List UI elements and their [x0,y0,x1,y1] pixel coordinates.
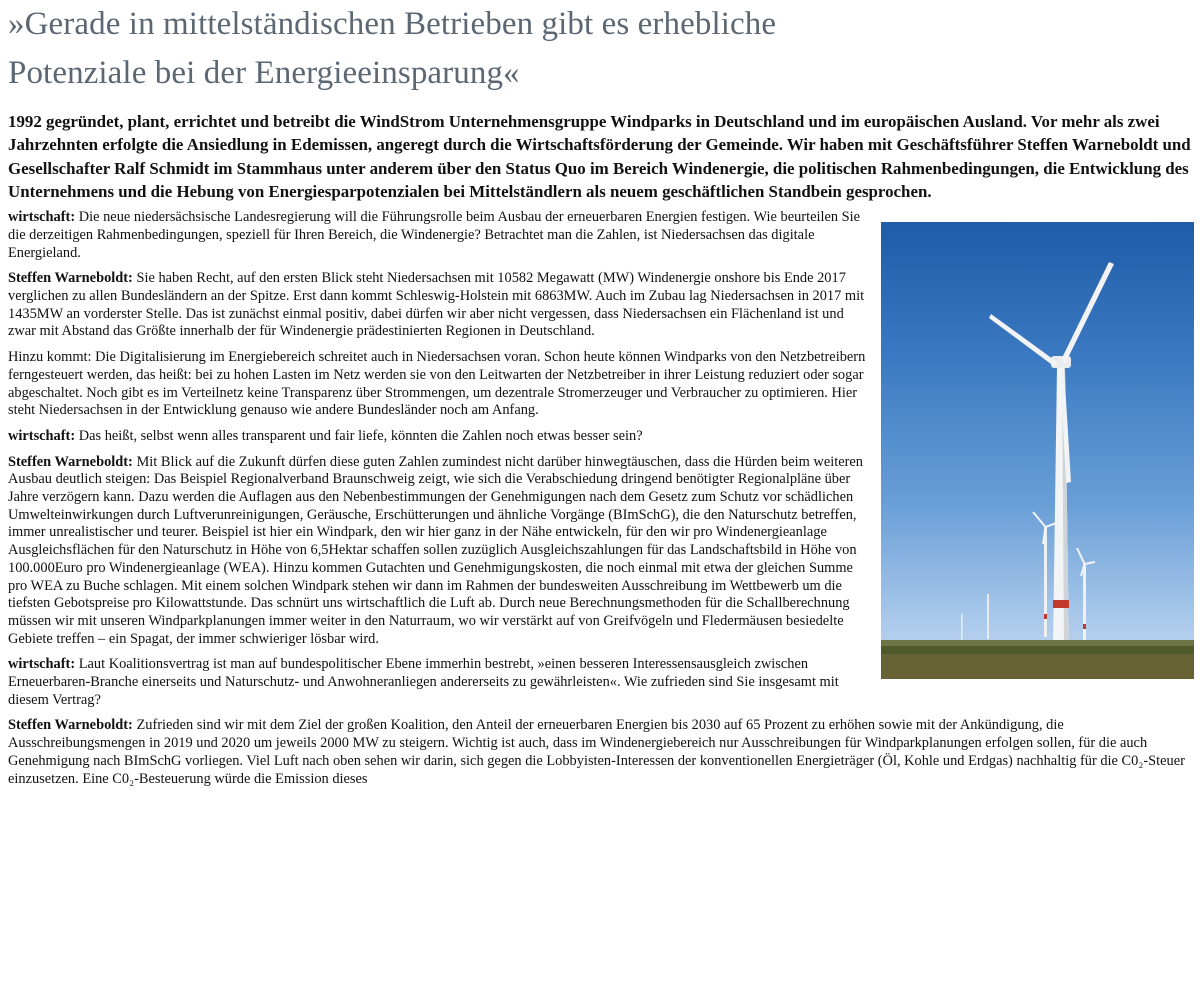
speaker-label: wirtschaft: [8,209,76,226]
paragraph-text: Mit Blick auf die Zukunft dürfen diese guten Zahlen zumindest nicht darüber hinwegtäuschen, dass die Hürden beim weiteren Ausbau deutlich steigen: Das Beispiel Regionalverband Braunschweig zeigt, wie sich die Verabschiedung dringend benötigter Regionalpläne über Jahre verzögern kann. Dazu werden die Auflagen aus den Nebenbestimmungen der Genehmigungen nach dem Gesetz zum Schutz vor schädlichen Umwelteinwirkungen durch Luftverunreinigungen, Geräusche, Erschütterungen und ähnliche Vorgänge (BImSchG), die den Naturschutz betreffen, immer unrealistischer und teurer. Beispiel ist hier ein Windpark, den wir hier ganz in der Nähe entwickeln, für den wir pro Windenergieanlage Ausgleichsflächen für den Naturschutz in Höhe von 6,5Hektar schaffen sollen zuzüglich Ausgleichszahlungen für das Landschaftsbild in Höhe von 100.000Euro pro Windenergieanlage (WEA). Hinzu kommen Gutachten und Genehmigungskosten, die noch einmal mit etwa der gleichen Summe pro WEA zu Buche schlagen. Mit einem solchen Windpark stehen wir dann im Rahmen der bundesweiten Ausschreibung im Wettbewerb um die tiefsten Gebotspreise pro Kilowattstunde. Das schnürt uns wirtschaftlich die Luft ab. Durch neue Berechnungsmethoden für die Schallberechnung müssen wir mit unseren Windparkplanungen immer weiter in den Naturraum, wo wir verstärkt auf von Greifvögeln und Fledermäusen besiedelte Gebiete treffen – ein Spagat, der immer schwieriger lösbar wird. [8,453,863,647]
article-title-line-2: Potenziale bei der Energieeinsparung« [8,55,520,91]
speaker-label: Steffen Warneboldt: [8,453,133,470]
speaker-label: Steffen Warneboldt: [8,717,133,734]
speaker-label: wirtschaft: [8,427,76,444]
article-lead: 1992 gegründet, plant, errichtet und betreibt die WindStrom Unternehmensgruppe Windparks in Deutschland und im europäischen Ausland. Vor mehr als zwei Jahrzehnten erfolgte die Ansiedlung in Edemissen, angeregt durch die Wirtschaftsförderung der Gemeinde. Wir haben mit Geschäftsführer Steffen Warneboldt und Gesellschafter Ralf Schmidt im Stammhaus unter anderem über den Status Quo im Bereich Windenergie, die politischen Rahmenbedingungen, die Entwicklung des Unternehmens und die Hebung von Energiesparpotenzialen bei Mittelständlern als neuem geschäftlichen Standbein gesprochen. [8,112,1191,201]
turbine-right [1077,548,1095,644]
paragraph-text: Die neue niedersächsische Landesregierung will die Führungsrolle beim Ausbau der erneuerbaren Energien festigen. Wie beurteilen Sie die derzeitigen Rahmenbedingungen, speziell für Ihren Bereich, die Windenergie? Betrachtet man die Zahlen, ist Niedersachsen das digitale Energieland. [8,209,861,261]
paragraph-text: Zufrieden sind wir mit dem Ziel der großen Koalition, den Anteil der erneuerbaren Energien bis 2030 auf 65 Prozent zu erhöhen sowie mit der Ankündigung, die Ausschreibungsmengen in 2019 und 2020 um jeweils 2000 MW zu steigern. Wichtig ist auch, dass im Windenergiebereich nur Ausschreibungen für Windparkplanungen erfolgen sollen, für die auch Genehmigung nach BImSchG vorliegen. Viel Luft nach oben sehen wir darin, sich gegen die Lobbyisten-Interessen der konventionellen Energieträger (Öl, Kohle und Erdgas) nachhaltig für die C0₂-Steuer einzusetzen. Eine C0₂-Besteuerung würde die Emission dieses [8,717,1185,787]
paragraph-text: Hinzu kommt: Die Digitalisierung im Energiebereich schreitet auch in Niedersachsen voran. Schon heute können Windparks von den Netzbetreibern ferngesteuert werden, das heißt: bei zu hohen Lasten im Netz werden sie von den Leitwarten der Netzbetreiber in ihrer Leistung reduziert oder sogar abgeschaltet. Noch gibt es im Verteilnetz keine Transparenz über Strommengen, um dezentrale Stromerzeuger und Verbraucher zu optimieren. Hier steht Niedersachsen in der Entwicklung genauso wie andere Bundesländer noch am Anfang. [8,349,866,419]
wind-turbines-photo [881,222,1194,679]
speaker-label: Steffen Warneboldt: [8,270,133,287]
article-title-line-1: »Gerade in mittelständischen Betrieben gibt es erhebliche [8,6,777,42]
interview-paragraph-7 [8,717,1194,788]
speaker-label: wirtschaft: [8,656,76,673]
wind-turbines-illustration [881,222,1194,679]
turbine-main [989,262,1114,647]
article-body [8,209,1194,788]
article-title [0,0,1200,98]
paragraph-text: Laut Koalitionsvertrag ist man auf bundespolitischer Ebene immerhin bestrebt, »einen besseren Interessensausgleich zwischen Erneuerbaren-Branche einerseits und Naturschutz- und Anwohneranliegen andererseits zu gewährleisten«. Wie zufrieden sind Sie insgesamt mit diesem Vertrag? [8,656,839,708]
paragraph-text: Das heißt, selbst wenn alles transparent und fair liefe, könnten die Zahlen noch etwas besser sein? [75,427,643,444]
paragraph-text: Sie haben Recht, auf den ersten Blick steht Niedersachsen mit 10582 Megawatt (MW) Windenergie onshore bis Ende 2017 verglichen zu allen Bundesländern an der Spitze. Erst dann kommt Schleswig-Holstein mit 6863MW. Auch im Zubau lag Niedersachsen in 2017 mit 1435MW an vorderster Stelle. Das ist zunächst einmal positiv, dabei dürfen wir aber nicht vergessen, dass Niedersachsen ein Flächenland ist und zwar mit Abstand das Größte innerhalb der für Windenergie prädestinierten Regionen in Deutschland. [8,270,865,340]
